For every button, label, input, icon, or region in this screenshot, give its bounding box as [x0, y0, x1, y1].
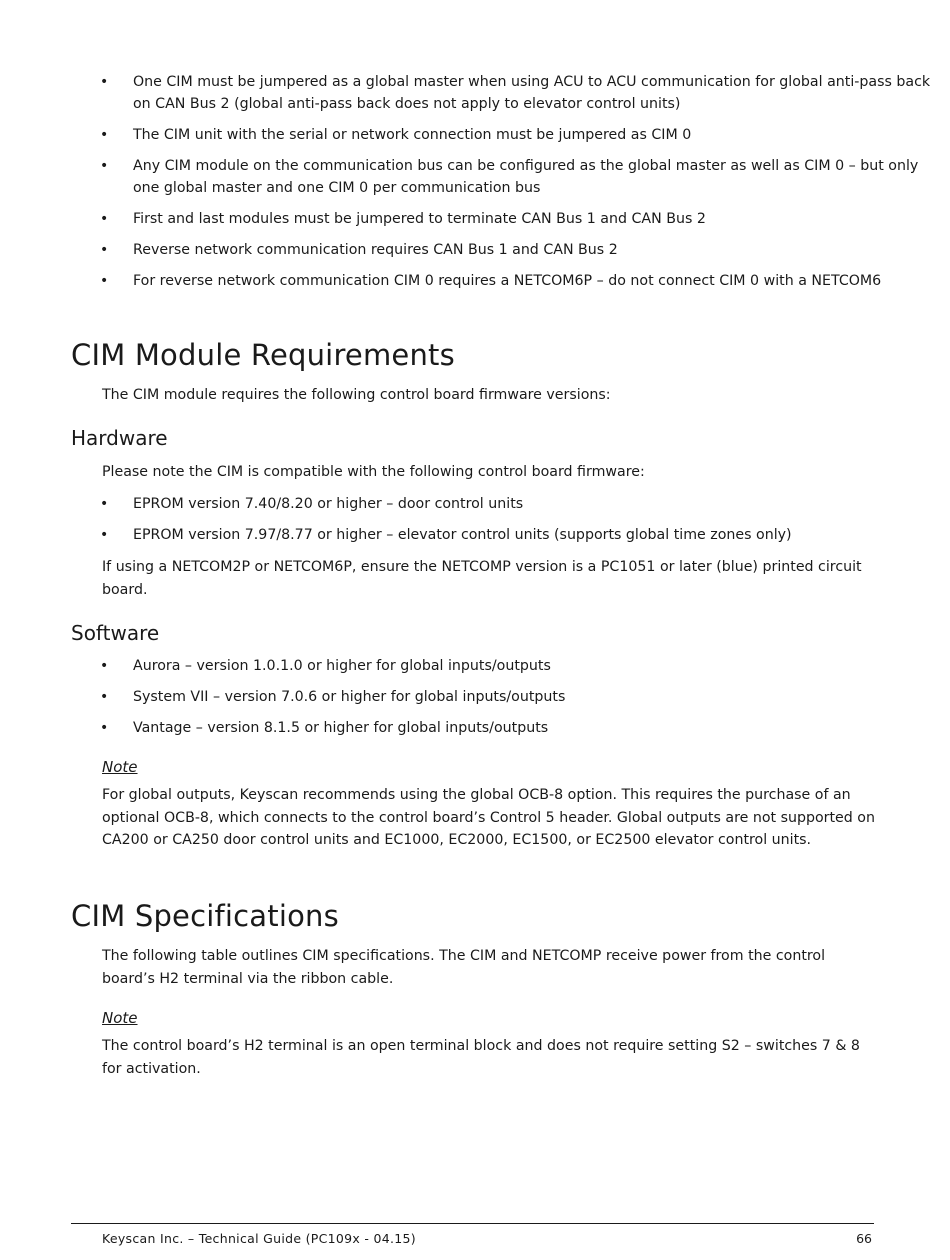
- specifications-heading: CIM Specifications: [71, 899, 339, 933]
- specifications-intro: The following table outlines CIM specifications. The CIM and NETCOMP receive power from the control board’s H2 terminal via the ribbon cable.: [102, 948, 826, 987]
- list-item: • Any CIM module on the communication bus can be configured as the global master as well as CIM 0 – but only one global master and one CIM 0 per communication bus: [72, 155, 939, 199]
- footer-divider: [71, 1223, 874, 1224]
- list-item: • First and last modules must be jumpered to terminate CAN Bus 1 and CAN Bus 2: [72, 208, 939, 230]
- software-bullet-list: [0, 655, 939, 748]
- bullet-icon: •: [100, 689, 109, 705]
- hardware-intro: Please note the CIM is compatible with the following control board firmware:: [102, 464, 645, 480]
- bullet-icon: •: [100, 74, 109, 90]
- intro-bullet-list: [0, 71, 939, 301]
- specifications-note-label: Note: [102, 1009, 138, 1027]
- specifications-note-text: The control board’s H2 terminal is an open terminal block and does not require setting S2 – switches 7 & 8 for activation.: [102, 1038, 860, 1077]
- list-item: • EPROM version 7.40/8.20 or higher – door control units: [72, 493, 939, 515]
- bullet-icon: •: [100, 242, 109, 258]
- hardware-bullet-list: [0, 493, 939, 555]
- software-heading: Software: [71, 621, 160, 645]
- hardware-netcomp-paragraph: If using a NETCOM2P or NETCOM6P, ensure the NETCOMP version is a PC1051 or later (blue) printed circuit board.: [102, 559, 862, 598]
- footer-document-title: Keyscan Inc. – Technical Guide (PC109x - 04.15): [102, 1231, 416, 1246]
- list-item: • The CIM unit with the serial or network connection must be jumpered as CIM 0: [72, 124, 939, 146]
- list-item: • For reverse network communication CIM 0 requires a NETCOM6P – do not connect CIM 0 with a NETCOM6: [72, 270, 939, 292]
- bullet-icon: •: [100, 658, 109, 674]
- list-item: • Aurora – version 1.0.1.0 or higher for global inputs/outputs: [72, 655, 939, 677]
- bullet-icon: •: [100, 496, 109, 512]
- list-item: • Reverse network communication requires CAN Bus 1 and CAN Bus 2: [72, 239, 939, 261]
- list-item: • Vantage – version 8.1.5 or higher for global inputs/outputs: [72, 717, 939, 739]
- list-item: • System VII – version 7.0.6 or higher for global inputs/outputs: [72, 686, 939, 708]
- bullet-icon: •: [100, 127, 109, 143]
- list-item: • EPROM version 7.97/8.77 or higher – elevator control units (supports global time zones only): [72, 524, 939, 546]
- bullet-icon: •: [100, 527, 109, 543]
- list-item: • One CIM must be jumpered as a global master when using ACU to ACU communication for global anti-pass back on CAN Bus 2 (global anti-pass back does not apply to elevator control units): [72, 71, 939, 115]
- hardware-heading: Hardware: [71, 426, 168, 450]
- bullet-icon: •: [100, 158, 109, 174]
- bullet-icon: •: [100, 720, 109, 736]
- software-note-text: For global outputs, Keyscan recommends using the global OCB-8 option. This requires the purchase of an optional OCB-8, which connects to the control board’s Control 5 header. Global outputs are not supported on CA200 or CA250 door control units and EC1000, EC2000, EC1500, or EC2500 elevator control units.: [102, 787, 875, 848]
- requirements-intro: The CIM module requires the following control board firmware versions:: [102, 387, 611, 403]
- requirements-heading: CIM Module Requirements: [71, 338, 455, 372]
- software-note-label: Note: [102, 758, 138, 776]
- footer-page-number: 66: [856, 1231, 872, 1246]
- bullet-icon: •: [100, 211, 109, 227]
- bullet-icon: •: [100, 273, 109, 289]
